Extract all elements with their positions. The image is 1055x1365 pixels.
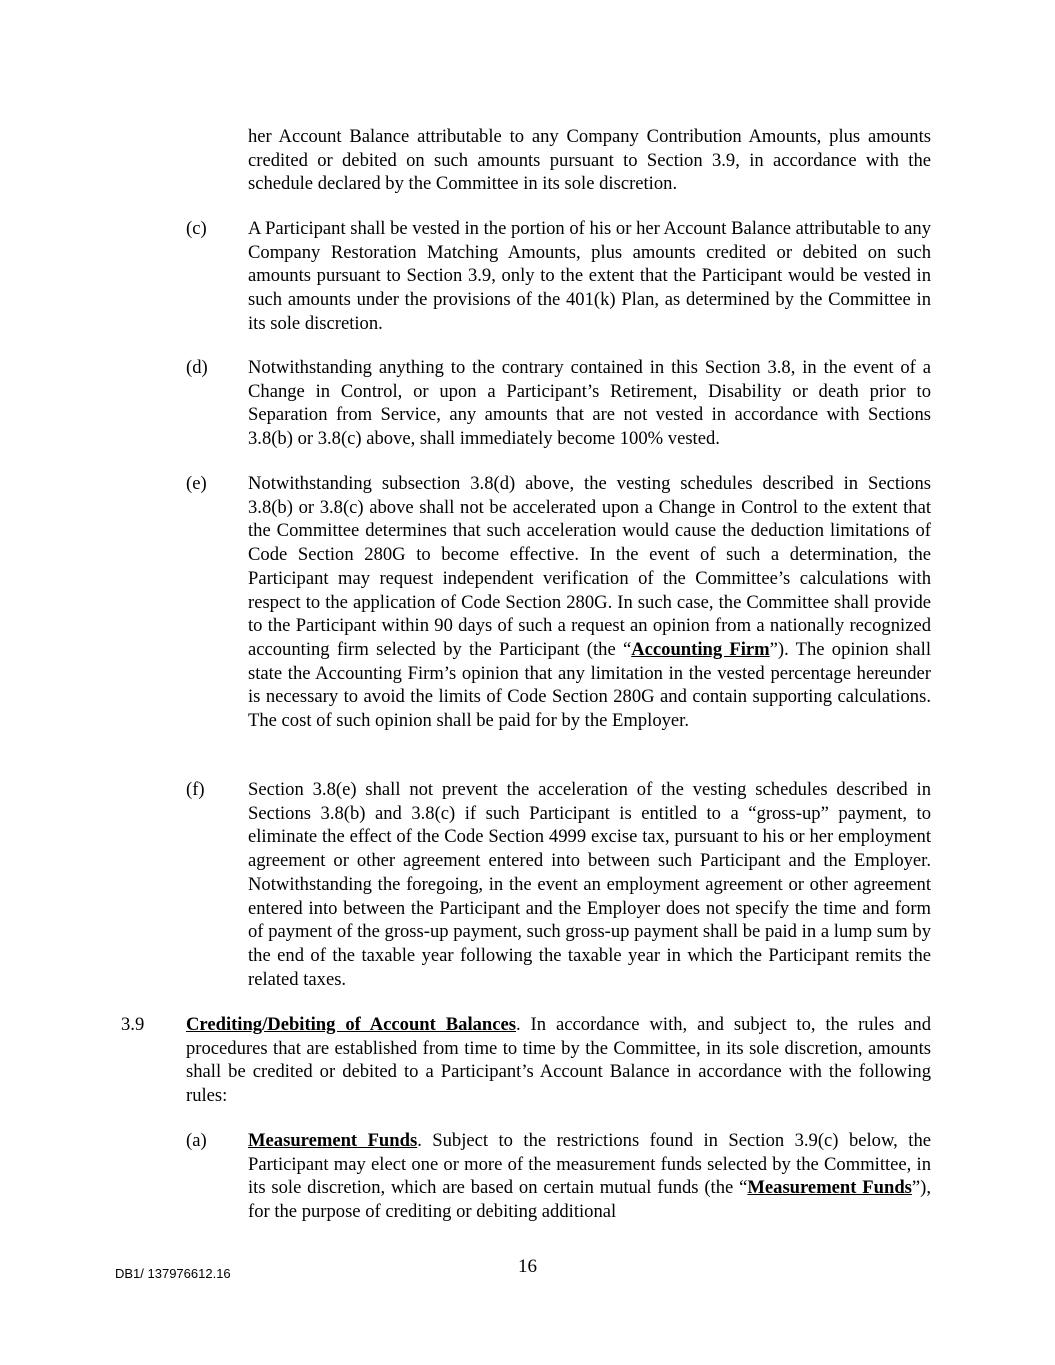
item-e-text-1: Notwithstanding subsection 3.8(d) above, the vesting schedules described in Sections 3.8(b) or 3.8(c) above shall not be accelerated upon a Change in Control to the extent that the Committee determines that such acceleration would cause the deduction limitations of Code Section 280G to become effective. In the event of such a determination, the Participant may request independent verification of the Committee’s calculations with respect to the application of Code Section 280G. In such case, the Committee shall provide to the Participant within 90 days of such a request an opinion from a nationally recognized accounting firm selected by the Participant (the “ [248, 473, 931, 660]
item-c-paragraph: A Participant shall be vested in the portion of his or her Account Balance attributable to any Company Restoration Matching Amounts, plus amounts credited or debited on such amounts pursuant to Section 3.9, only to the extent that the Participant would be vested in such amounts under the provisions of the 401(k) Plan, as determined by the Committee in its sole discretion. [248, 218, 931, 334]
item-e-paragraph [248, 472, 931, 733]
continuation-paragraph: her Account Balance attributable to any Company Contribution Amounts, plus amounts credited or debited on such amounts pursuant to Section 3.9, in accordance with the schedule declared by the Committee in its sole discretion. [248, 126, 931, 195]
item-e-label: (e) [186, 473, 207, 494]
section-3-9-paragraph [186, 1013, 931, 1108]
measurement-funds-heading: Measurement Funds [248, 1130, 418, 1151]
measurement-funds-term: Measurement Funds [747, 1177, 912, 1199]
item-e-text-2: ”). The opinion shall state the Accounting Firm’s opinion that any limitation in the vested percentage hereunder is necessary to avoid the limits of Code Section 280G and contain supporting calculations. The cost of such opinion shall be paid for by the Employer. [248, 638, 931, 732]
item-3-9-a-paragraph [248, 1129, 931, 1224]
section-3-9-number: 3.9 [121, 1014, 145, 1035]
item-3-9-a-label: (a) [186, 1130, 207, 1151]
item-3-9-a-text-1: . Subject to the restrictions found in Section 3.9(c) below, the Participant may elect one or more of the measurement funds selected by the Committee, in its sole discretion, which are based on certain mutual funds (the “ [248, 1130, 931, 1199]
section-3-9-heading: Crediting/Debiting of Account Balances [186, 1014, 516, 1035]
item-f-paragraph: Section 3.8(e) shall not prevent the acceleration of the vesting schedules described in Sections 3.8(b) and 3.8(c) if such Participant is entitled to a “gross-up” payment, to eliminate the effect of the Code Section 4999 excise tax, pursuant to his or her employment agreement or other agreement entered into between such Participant and the Employer. Notwithstanding the foregoing, in the event an employment agreement or other agreement entered into between the Participant and the Employer does not specify the time and form of payment of the gross-up payment, such gross-up payment shall be paid in a lump sum by the end of the taxable year following the taxable year in which the Participant remits the related taxes. [248, 779, 931, 990]
item-d-label: (d) [186, 357, 208, 378]
page-number: 16 [518, 1256, 537, 1277]
document-id: DB1/ 137976612.16 [115, 1266, 231, 1281]
accounting-firm-term: Accounting Firm [631, 638, 770, 660]
item-d-paragraph: Notwithstanding anything to the contrary contained in this Section 3.8, in the event of a Change in Control, or upon a Participant’s Retirement, Disability or death prior to Separation from Service, any amounts that are not vested in accordance with Sections 3.8(b) or 3.8(c) above, shall immediately become 100% vested. [248, 357, 931, 450]
section-3-9-text: . In accordance with, and subject to, the rules and procedures that are established from time to time by the Committee, in its sole discretion, amounts shall be credited or debited to a Participant’s Account Balance in accordance with the following rules: [186, 1014, 931, 1107]
item-f-label: (f) [186, 779, 205, 800]
item-c-label: (c) [186, 218, 207, 239]
item-3-9-a-text-2: ”), for the purpose of crediting or debiting additional [248, 1177, 931, 1223]
